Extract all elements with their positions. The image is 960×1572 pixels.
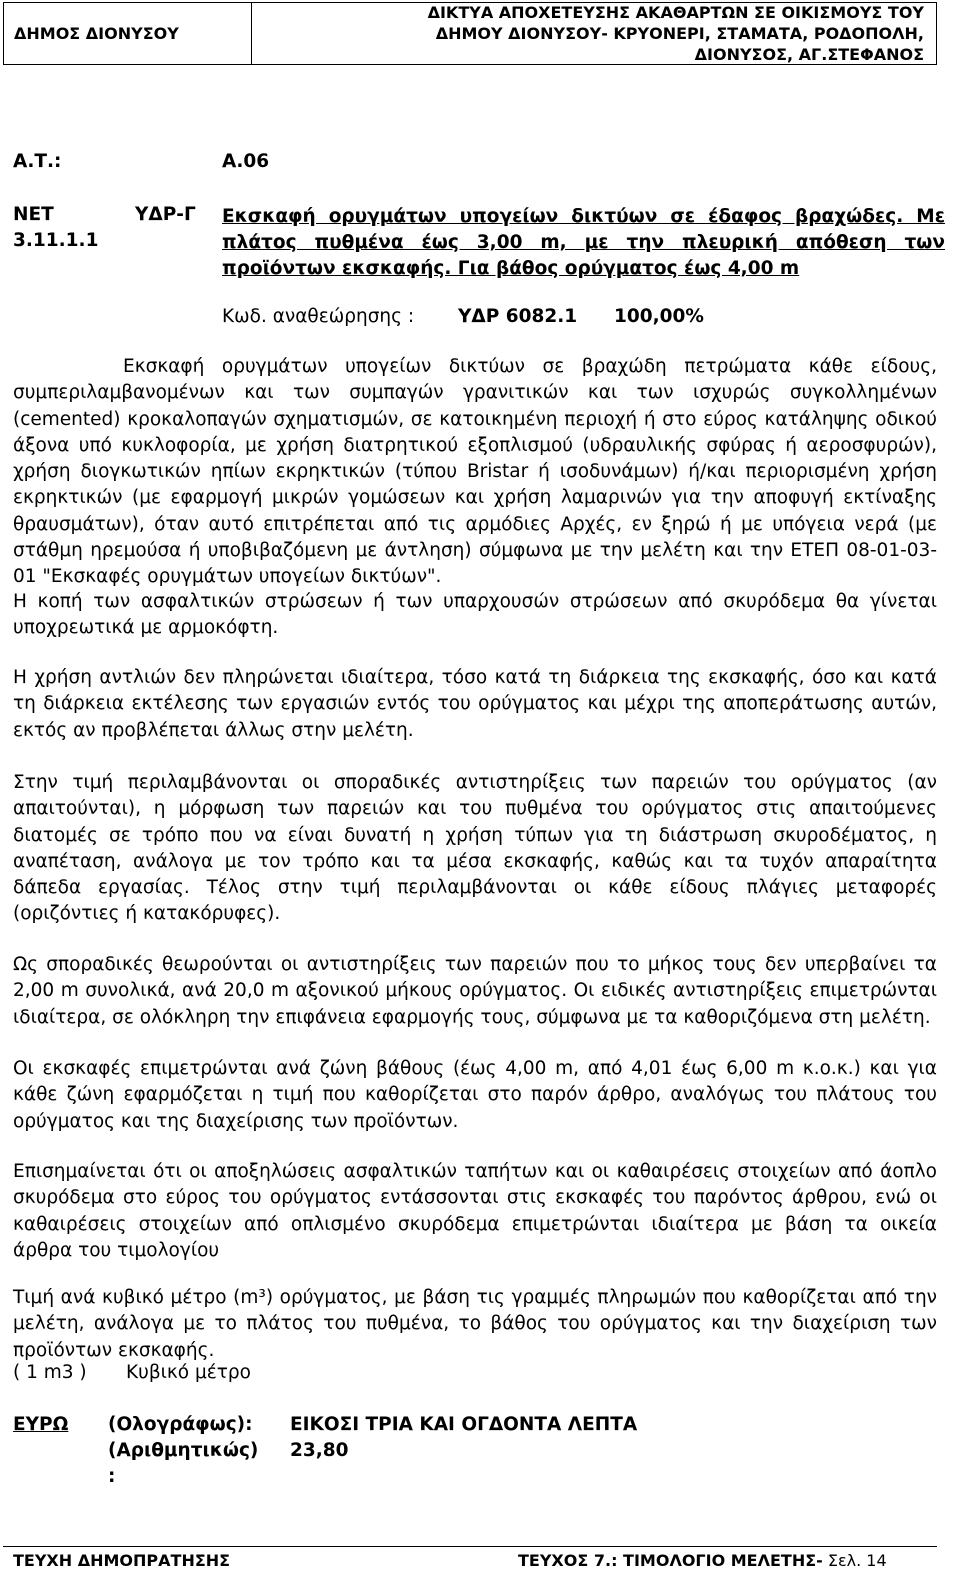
header-project-line-1: ΔΙΚΤΥΑ ΑΠΟΧΕΤΕΥΣΗΣ ΑΚΑΘΑΡΤΩΝ ΣΕ ΟΙΚΙΣΜΟΥΣ ΤΟΥ — [427, 3, 924, 22]
footer-volume: ΤΕΥΧΟΣ 7.: ΤΙΜΟΛΟΓΙΟ ΜΕΛΕΤΗΣ- — [518, 1551, 823, 1570]
net-code-line-2: 3.11.1.1 — [13, 230, 99, 251]
description-paragraph-1 — [13, 354, 937, 591]
header-municipality: ΔΗΜΟΣ ΔΙΟΝΥΣΟΥ — [4, 3, 252, 64]
footer-left: ΤΕΥΧΗ ΔΗΜΟΠΡΑΤΗΣΗΣ — [13, 1551, 231, 1570]
net-code-line-1: ΝΕΤ — [13, 204, 54, 225]
page-footer — [3, 1546, 937, 1571]
page-header — [3, 2, 937, 65]
unit-name: Κυβικό μέτρο — [126, 1362, 251, 1383]
description-paragraph-5: Ως σποραδικές θεωρούνται οι αντιστηρίξεις των παρειών που το μήκος τους δεν υπερβαίνει τα 2,00 m συνολικά, ανά 20,0 m αξονικού μήκους ορύγματος. Οι ειδικές αντιστηρίξεις επιμετρώνται ιδιαίτερα, σε ολόκληρη την επιφάνεια εφαρμογής τους, σύμφωνα με τα καθοριζόμενα στη μελέτη. — [13, 954, 937, 1028]
at-value: Α.06 — [222, 151, 270, 172]
revision-code: ΥΔΡ 6082.1 — [458, 306, 578, 327]
description-paragraph-2: Η κοπή των ασφαλτικών στρώσεων ή των υπαρχουσών στρώσεων από σκυρόδεμα θα γίνεται υποχρεωτικά με αρμοκόφτη. — [13, 591, 937, 639]
price-numeric-colon: : — [108, 1466, 116, 1487]
category-code: ΥΔΡ-Γ — [135, 204, 196, 225]
price-words-label: (Ολογράφως): — [108, 1414, 253, 1435]
price-words-value: ΕΙΚΟΣΙ ΤΡΙΑ ΚΑΙ ΟΓΔΟΝΤΑ ΛΕΠΤΑ — [290, 1414, 638, 1435]
header-project-line-2: ΔΗΜΟΥ ΔΙΟΝΥΣΟΥ- ΚΡΥΟΝΕΡΙ, ΣΤΑΜΑΤΑ, ΡΟΔΟΠΟΛΗ, — [435, 24, 924, 43]
header-project-line-3: ΔΙΟΝΥΣΟΣ, ΑΓ.ΣΤΕΦΑΝΟΣ — [694, 45, 924, 64]
description-paragraph-7: Επισημαίνεται ότι οι αποξηλώσεις ασφαλτικών ταπήτων και οι καθαιρέσεις στοιχείων από άοπλο σκυρόδεμα στο εύρος του ορύγματος εντάσσονται στις εκσκαφές του παρόντος άρθρου, ενώ οι καθαιρέσεις στοιχείων από οπλισμένο σκυρόδεμα επιμετρώνται ιδιαίτερα με βάση τα οικεία άρθρα του τιμολογίου — [13, 1161, 937, 1261]
description-paragraph-3: Η χρήση αντλιών δεν πληρώνεται ιδιαίτερα, τόσο κατά τη διάρκεια της εκσκαφής, όσο και κατά τη διάρκεια εκτέλεσης των εργασιών εντός του ορύγματος και μέχρι της αποπεράτωσης αυτών, εκτός αν προβλέπεται άλλως στην μελέτη. — [13, 667, 937, 741]
at-label: Α.Τ.: — [13, 151, 62, 172]
description-paragraph-4: Στην τιμή περιλαμβάνονται οι σποραδικές αντιστηρίξεις των παρειών του ορύγματος (αν απαιτούνται), η μόρφωση των παρειών και του πυθμένα του ορύγματος στις απαιτούμενες διατομές σε τρόπο που να είναι δυνατή η χρήση τύπων για τη διάστρωση σκυροδέματος, η αναπέταση, ανάλογα με τον τρόπο και τα μέσα εκσκαφής, καθώς και τα τυχόν απαραίτητα δάπεδα εργασίας. Τέλος στην τιμή περιλαμβάνονται οι κάθε είδους πλάγιες μεταφορές (οριζόντιες ή κατακόρυφες). — [13, 772, 937, 925]
footer-page-number: Σελ. 14 — [822, 1551, 887, 1570]
description-paragraph-8: Τιμή ανά κυβικό μέτρο (m³) ορύγματος, με βάση τις γραμμές πληρωμών που καθορίζεται από την μελέτη, ανάλογα με το πλάτος του πυθμένα, το βάθος του ορύγματος και την διαχείριση των προϊόντων εκσκαφής. — [13, 1287, 937, 1361]
description-text-1: Εκσκαφή ορυγμάτων υπογείων δικτύων σε βραχώδη πετρώματα κάθε είδους, συμπεριλαμβανομένων και των συμπαγών γρανιτικών και των ισχυρώς συγκολλημένων (cemented) κροκαλοπαγών σχηματισμών, σε κατοικημένη περιοχή ή στο εύρος κατάληψης οδικού άξονα υπό κυκλοφορία, με χρήση διατρητικού εξοπλισμού (υδραυλικής σφύρας ή αεροσφυρών), χρήση διογκωτικών ηπίων εκρηκτικών (τύπου Bristar ή ισοδυνάμων) ή/και περιορισμένη χρήση εκρηκτικών (με εφαρμογή μικρών γομώσεων και χρήση λαμαρινών για την αποφυγή εκτίναξης θραυσμάτων), όταν αυτό επιτρέπεται από τις αρμόδιες Αρχές, εν ξηρώ ή με υπόγεια νερά (με στάθμη ηρεμούσα ή υποβιβαζόμενη με άντληση) σύμφωνα με την μελέτη και την ΕΤΕΠ 08-01-03-01 "Εκσκαφές ορυγμάτων υπογείων δικτύων". — [13, 356, 937, 588]
footer-right — [518, 1551, 887, 1570]
revision-percent: 100,00% — [614, 306, 704, 327]
article-title: Εκσκαφή ορυγμάτων υπογείων δικτύων σε έδαφος βραχώδες. Με πλάτος πυθμένα έως 3,00 m, με την πλευρική απόθεση των προϊόντων εκσκαφής. Για βάθος ορύγματος έως 4,00 m — [222, 206, 945, 279]
price-currency: ΕΥΡΩ — [13, 1414, 69, 1435]
unit-code: ( 1 m3 ) — [13, 1362, 87, 1383]
revision-label: Κωδ. αναθεώρησης : — [222, 306, 415, 327]
description-paragraph-6: Οι εκσκαφές επιμετρώνται ανά ζώνη βάθους (έως 4,00 m, από 4,01 έως 6,00 m κ.ο.κ.) και για κάθε ζώνη εφαρμόζεται η τιμή που καθορίζεται στο παρόν άρθρο, αναλόγως του πλάτους του ορύγματος και της διαχείρισης των προϊόντων. — [13, 1058, 937, 1132]
price-numeric-label: (Αριθμητικώς) — [108, 1440, 259, 1461]
header-project — [252, 3, 936, 64]
price-numeric-value: 23,80 — [290, 1440, 349, 1461]
